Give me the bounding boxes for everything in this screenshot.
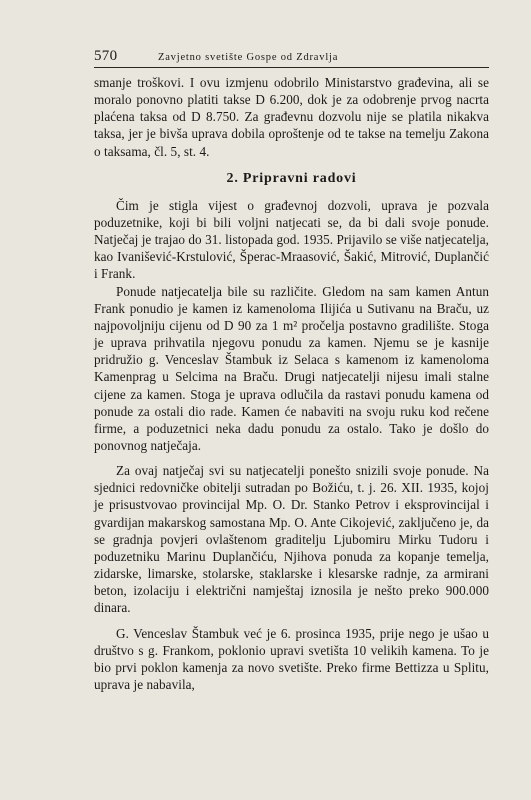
running-header: [94, 48, 489, 68]
paragraph: Čim je stigla vijest o građevnoj dozvoli, uprava je pozvala poduzetnike, koji bi bili voljni natjecati se, da bi dali svoje ponude. Natječaj je trajao do 31. listopada god. 1935. Prijavilo se više natjecatelja, kao Ivanišević-Krstulović, Šperac-Mraasović, Šakić, Mitrović, Duplančić i Frank.: [94, 197, 489, 282]
paragraph: Za ovaj natječaj svi su natjecatelji ponešto snizili svoje ponude. Na sjednici redovničke obitelji sutradan po Božiću, t. j. 26. XII. 1935, kojoj je prisustvovao provincijal Mp. O. Dr. Stanko Petrov i eksprovincijal i gvardijan makarskog samostana Mp. O. Ante Cikojević, zaključeno je, da se gradnja povjeri ovlaštenom graditelju Ljubomiru Mirku Tudoru i poduzetniku Marinu Duplančiću, Njihova ponuda za kopanje temelja, zidarske, limarske, stolarske, staklarske i klesarske radnje, za armirani beton, izolaciju i električni namještaj iznosila je nešto preko 900.000 dinara.: [94, 463, 489, 616]
continued-paragraph: smanje troškovi. I ovu izmjenu odobrilo Ministarstvo građevina, ali se moralo ponovno platiti takse D 6.200, dok je za odobrenje prvog nacrta plaćena taksa od D 8.750. Za građevnu dozvolu nije se platila nikakva taksa, jer je bivša uprava dobila oproštenje od te takse na temelju Zakona o taksama, čl. 5, st. 4.: [94, 75, 489, 159]
page-number: 570: [94, 48, 118, 64]
running-title: Zavjetno svetište Gospe od Zdravlja: [158, 52, 339, 63]
section-heading: 2. Pripravni radovi: [226, 170, 357, 186]
paragraph: G. Venceslav Štambuk već je 6. prosinca 1935, prije nego je ušao u društvo s g. Frankom, poklonio upravi svetišta 10 velikih kamena. To je bio prvi poklon kamenja za novo svetište. Preko firme Bettizza u Splitu, uprava je nabavila,: [94, 625, 489, 692]
body-text: [94, 74, 489, 693]
paragraph: Ponude natjecatelja bile su različite. Gledom na sam kamen Antun Frank ponudio je kamen iz kamenoloma Ilijića u Sutivanu na Braču, uz najpovoljniju cijenu od D 90 za 1 m² pročelja postavno gradilište. Stoga je uprava prihvatila njegovu ponudu za kamen. Njemu se je kasnije pridružio g. Venceslav Štambuk iz Selaca s kamenom iz kamenoloma Kamenprag u Selcima na Braču. Drugi natjecatelji nijesu imali stalne cijene za kamen. Stoga je uprava odlučila da rastavi ponudu kamena od ponude za ostali dio rade. Kamen će nabaviti na svoju ruku kod rečene firme, a poduzetnici neka dadu ponudu za ostalo. Tako je došlo do ponovnog natječaja.: [94, 283, 489, 453]
